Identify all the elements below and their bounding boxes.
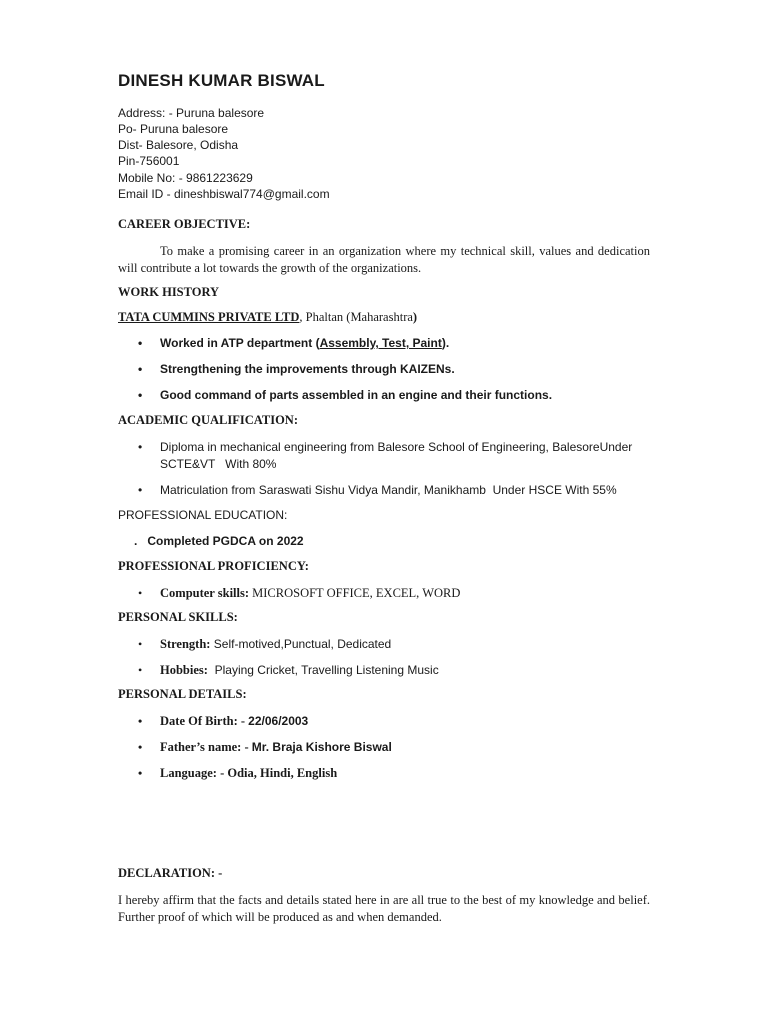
bullet-icon: •: [138, 388, 143, 402]
proficiency-value: MICROSOFT OFFICE, EXCEL, WORD: [249, 586, 461, 600]
bullet-icon: •: [138, 714, 143, 728]
declaration-heading: DECLARATION: -: [118, 866, 223, 880]
professional-education-item: [134, 534, 304, 548]
details-item: [138, 739, 650, 756]
academic-heading: ACADEMIC QUALIFICATION:: [118, 413, 298, 427]
bullet-icon: •: [138, 766, 143, 780]
academic-item: [138, 439, 650, 473]
professional-education-title: PROFESSIONAL EDUCATION: [118, 508, 285, 522]
address-line: Address: - Puruna balesore: [118, 106, 265, 120]
po-line: Po- Puruna balesore: [118, 122, 229, 136]
work-item-departments: Assembly, Test, Paint: [319, 336, 442, 350]
email-line: Email ID - dineshbiswal774@gmail.com: [118, 187, 330, 201]
personal-details-heading: PERSONAL DETAILS:: [118, 687, 247, 701]
work-history-heading: WORK HISTORY: [118, 285, 220, 299]
academic-item-text: Matriculation from Saraswati Sishu Vidya Mandir, Manikhamb Under HSCE With 55%: [160, 483, 617, 497]
declaration-text: I hereby affirm that the facts and details stated here in are all true to the best of my knowledge and belief. Further proof of which will be produced as and when demanded.: [118, 893, 650, 924]
work-item-text: Strengthening the improvements through KAIZENs.: [160, 362, 455, 376]
company-name: TATA CUMMINS PRIVATE LTD: [118, 310, 300, 324]
skills-item: [138, 636, 650, 653]
professional-education-text: Completed PGDCA on 2022: [147, 534, 304, 548]
bullet-icon: •: [138, 663, 143, 677]
bullet-icon: •: [138, 440, 143, 454]
district-line: Dist- Balesore, Odisha: [118, 138, 239, 152]
bullet-icon: •: [138, 586, 143, 600]
academic-item-under: Under: [599, 440, 633, 454]
skills-item: [138, 662, 650, 679]
pin-line: Pin-756001: [118, 154, 180, 168]
career-objective-body: To make a promising career in an organization where my technical skill, values and dedication will contribute a lot towards the growth of the organizations.: [118, 244, 650, 275]
career-objective-heading: CAREER OBJECTIVE:: [118, 217, 251, 231]
language-value: Odia, Hindi, English: [227, 766, 338, 780]
details-item: [138, 765, 650, 782]
work-item-text: Worked in ATP department (: [160, 336, 320, 350]
dob-label: Date Of Birth: -: [160, 714, 249, 728]
bullet-icon: •: [138, 637, 143, 651]
proficiency-label: Computer skills:: [160, 586, 250, 600]
hobbies-label: Hobbies:: [160, 663, 208, 677]
mobile-line: Mobile No: - 9861223629: [118, 171, 253, 185]
work-item: [138, 361, 650, 378]
dot-bullet-icon: .: [134, 534, 138, 548]
father-name-value: Mr. Braja Kishore Biswal: [251, 740, 392, 754]
company-location-close: ): [412, 310, 418, 324]
personal-skills-heading: PERSONAL SKILLS:: [118, 610, 238, 624]
career-objective-text: [118, 243, 650, 276]
work-item: [138, 335, 650, 352]
bullet-icon: •: [138, 483, 143, 497]
bullet-icon: •: [138, 362, 143, 376]
bullet-icon: •: [138, 740, 143, 754]
language-label: Language: -: [160, 766, 228, 780]
work-item-suffix: ).: [441, 336, 450, 350]
candidate-name: DINESH KUMAR BISWAL: [118, 71, 325, 90]
company-location: , Phaltan (Maharashtra: [299, 310, 413, 324]
dob-value: 22/06/2003: [248, 714, 309, 728]
proficiency-item: [138, 585, 650, 602]
proficiency-heading: PROFESSIONAL PROFICIENCY:: [118, 559, 309, 573]
strength-label: Strength:: [160, 637, 211, 651]
strength-value: Self-motived,Punctual, Dedicated: [210, 637, 392, 651]
professional-education-colon: :: [284, 508, 288, 522]
bullet-icon: •: [138, 336, 143, 350]
academic-item: [138, 482, 650, 499]
work-item-text: Good command of parts assembled in an engine and their functions.: [160, 388, 553, 402]
academic-item-text: Diploma in mechanical engineering from Balesore School of Engineering, Balesore: [160, 440, 600, 454]
academic-item-board: SCTE&VT With 80%: [160, 457, 277, 471]
work-company-line: [118, 310, 417, 325]
work-item: [138, 387, 650, 404]
hobbies-value: Playing Cricket, Travelling Listening Music: [207, 663, 439, 677]
details-item: [138, 713, 650, 730]
professional-education-heading: [118, 508, 287, 522]
father-name-label: Father’s name: -: [160, 740, 252, 754]
